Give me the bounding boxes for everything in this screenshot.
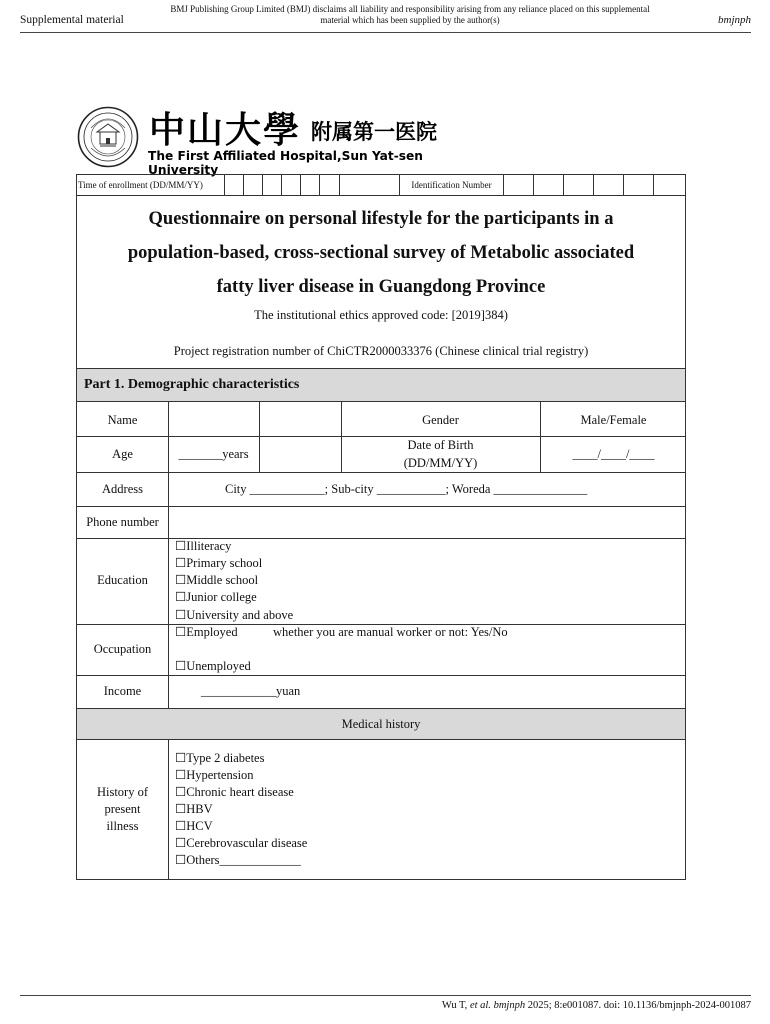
income-value[interactable]: ____________yuan xyxy=(201,684,301,698)
id-digit-box[interactable] xyxy=(624,175,654,195)
education-option[interactable]: ☐Illiteracy xyxy=(175,539,232,553)
footer-journal: bmjnph xyxy=(493,1000,526,1011)
blank-cell xyxy=(340,175,400,195)
occupation-unemployed-option[interactable]: ☐Unemployed xyxy=(175,659,251,673)
title-line-2: population-based, cross-sectional survey of Metabolic associated xyxy=(127,243,635,263)
title-line-3: fatty liver disease in Guangdong Province xyxy=(216,277,546,297)
name-label: Name xyxy=(107,413,138,427)
questionnaire-form xyxy=(76,196,686,880)
dob-label-line2: (DD/MM/YY) xyxy=(403,456,478,470)
enrollment-digit-box[interactable] xyxy=(301,175,320,195)
phone-label: Phone number xyxy=(86,515,159,529)
hospital-english-name: The First Affiliated Hospital,Sun Yat-sen University xyxy=(148,149,423,177)
enrollment-id-row xyxy=(76,174,686,196)
name-extra-cell[interactable] xyxy=(260,403,341,436)
id-digit-box[interactable] xyxy=(504,175,534,195)
header-left-label: Supplemental material xyxy=(20,14,124,26)
dob-label-line1: Date of Birth xyxy=(407,438,474,452)
dob-value[interactable]: ____/____/____ xyxy=(572,447,655,461)
occupation-manual-question: whether you are manual worker or not: Yes/No xyxy=(273,625,508,639)
history-label-line3: illness xyxy=(106,819,139,833)
income-label: Income xyxy=(103,684,142,698)
hospital-logo xyxy=(77,104,457,177)
id-digit-box[interactable] xyxy=(534,175,564,195)
medical-history-heading: Medical history xyxy=(341,717,421,731)
title-line-1: Questionnaire on personal lifestyle for the participants in a xyxy=(148,209,614,229)
address-value[interactable]: City ____________; Sub-city ___________; Woreda _______________ xyxy=(225,482,588,496)
id-digit-box[interactable] xyxy=(654,175,685,195)
education-option[interactable]: ☐University and above xyxy=(175,608,294,622)
age-value[interactable]: _______years xyxy=(178,447,249,461)
enrollment-digit-box[interactable] xyxy=(225,175,244,195)
gender-value[interactable]: Male/Female xyxy=(580,413,647,427)
university-seal-icon xyxy=(77,106,139,168)
id-label-cell xyxy=(400,175,504,195)
enrollment-label: Time of enrollment (DD/MM/YY) xyxy=(78,180,203,190)
footer-divider xyxy=(20,995,751,996)
id-digit-box[interactable] xyxy=(594,175,624,195)
header-divider xyxy=(20,32,751,33)
education-option[interactable]: ☐Junior college xyxy=(175,590,257,604)
enrollment-digit-box[interactable] xyxy=(244,175,263,195)
phone-input-cell[interactable] xyxy=(169,507,687,538)
education-option[interactable]: ☐Middle school xyxy=(175,573,259,587)
gender-label: Gender xyxy=(422,413,459,427)
footer-doi: 2025; 8:e001087. doi: 10.1136/bmjnph-2024-001087 xyxy=(527,1000,751,1011)
id-number-label: Identification Number xyxy=(411,180,492,190)
header-disclaimer: BMJ Publishing Group Limited (BMJ) disclaims all liability and responsibility arising from any reliance placed on this supplemental material which has been supplied by the author(s) xyxy=(170,4,650,25)
education-label: Education xyxy=(97,573,148,587)
part1-heading-band xyxy=(77,368,685,402)
hospital-chinese-name: 附属第一医院 xyxy=(311,120,437,144)
enrollment-digit-box[interactable] xyxy=(320,175,340,195)
enrollment-digit-box[interactable] xyxy=(282,175,301,195)
history-option[interactable]: ☐Type 2 diabetes xyxy=(175,751,265,765)
university-chinese-name: 中山大學 xyxy=(149,109,302,151)
occupation-employed-option[interactable]: ☐Employed xyxy=(175,625,238,639)
id-digit-box[interactable] xyxy=(564,175,594,195)
ethics-code: The institutional ethics approved code: [2019]384) xyxy=(254,308,508,322)
history-option[interactable]: ☐Chronic heart disease xyxy=(175,785,294,799)
label-column-divider xyxy=(168,740,169,880)
header-journal: bmjnph xyxy=(718,14,751,26)
address-label: Address xyxy=(102,482,143,496)
history-label-line2: present xyxy=(104,802,141,816)
footer-citation xyxy=(442,1000,751,1011)
history-label-line1: History of xyxy=(96,785,149,799)
footer-author: Wu T, xyxy=(441,1000,468,1011)
medical-history-band xyxy=(77,708,685,740)
enrollment-label-cell xyxy=(77,175,225,195)
history-option[interactable]: ☐Hypertension xyxy=(175,768,254,782)
questionnaire-title xyxy=(77,202,685,304)
part1-heading: Part 1. Demographic characteristics xyxy=(84,377,300,392)
history-option[interactable]: ☐Cerebrovascular disease xyxy=(175,836,308,850)
enrollment-digit-box[interactable] xyxy=(263,175,282,195)
footer-etal: et al. xyxy=(469,1000,491,1011)
age-label: Age xyxy=(112,447,133,461)
history-option[interactable]: ☐HCV xyxy=(175,819,213,833)
occupation-label: Occupation xyxy=(93,642,152,656)
project-registration: Project registration number of ChiCTR2000033376 (Chinese clinical trial registry) xyxy=(173,344,589,358)
history-option[interactable]: ☐HBV xyxy=(175,802,213,816)
education-option[interactable]: ☐Primary school xyxy=(175,556,263,570)
history-option[interactable]: ☐Others_____________ xyxy=(175,853,301,867)
name-input-cell[interactable] xyxy=(169,403,259,436)
